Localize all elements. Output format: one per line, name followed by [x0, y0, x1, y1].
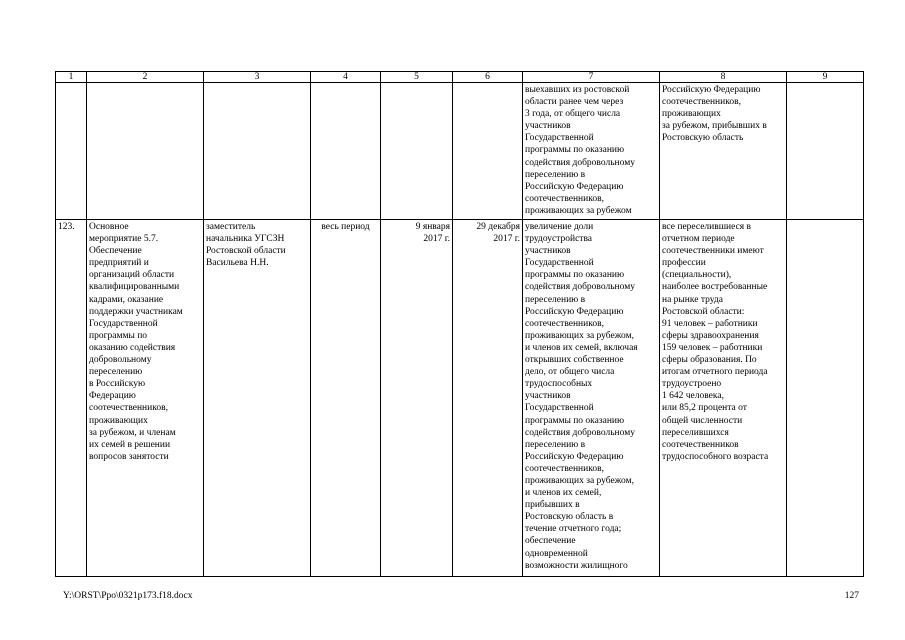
cell-start: 9 января 2017 г.: [381, 220, 453, 577]
continuation-row: [56, 83, 864, 220]
cell-number: 123.: [56, 220, 87, 577]
cell-actual-result: Российскую Федерацию соотечественников, проживающих за рубежом, прибывших в Ростовскую область: [660, 83, 787, 220]
cell-actual-result: все переселившиеся в отчетном периоде соотечественники имеют профессии (специальности), наиболее востребованные на рынке труда Ростовской области: 91 человек – работники сферы здравоохранения 159 человек – работники сферы образования. По итогам отчетного периода трудоустроено 1 642 человека, или 85,2 процента от общей численности переселившихся соотечественников трудоспособного возраста: [660, 220, 787, 577]
document-path: Y:\ORST\Ppo\0321p173.f18.docx: [63, 591, 193, 601]
column-number: 2: [87, 72, 204, 83]
cell-end: 29 декабря 2017 г.: [453, 220, 523, 577]
cell-notes: [787, 220, 864, 577]
cell-event: [87, 83, 204, 220]
page-number: 127: [844, 591, 859, 601]
column-number: 3: [204, 72, 311, 83]
column-number: 7: [523, 72, 660, 83]
column-number: 4: [311, 72, 381, 83]
cell-executor: [204, 83, 311, 220]
cell-end: [453, 83, 523, 220]
cell-period: [311, 83, 381, 220]
column-number: 6: [453, 72, 523, 83]
column-number: 5: [381, 72, 453, 83]
report-table: [55, 71, 864, 577]
table-row-123: [56, 220, 864, 577]
column-number: 9: [787, 72, 864, 83]
column-number: 8: [660, 72, 787, 83]
cell-expected-result: увеличение доли трудоустройства участников Государственной программы по оказанию содействия добровольному переселению в Российскую Федерацию соотечественников, проживающих за рубежом, и членов их семей, включая открывших собственное дело, от общего числа трудоспособных участников Государственной программы по оказанию содействия добровольному переселению в Российскую Федерацию соотечественников, проживающих за рубежом, и членов их семей, прибывших в Ростовскую область в течение отчетного года; обеспечение одновременной возможности жилищного: [523, 220, 660, 577]
cell-executor: заместитель начальника УГСЗН Ростовской области Васильева Н.Н.: [204, 220, 311, 577]
cell-number: [56, 83, 87, 220]
cell-expected-result: выехавших из ростовской области ранее чем через 3 года, от общего числа участников Государственной программы по оказанию содействия добровольному переселению в Российскую Федерацию соотечественников, проживающих за рубежом: [523, 83, 660, 220]
column-number-row: [56, 72, 864, 83]
column-number: 1: [56, 72, 87, 83]
cell-event: Основное мероприятие 5.7. Обеспечение предприятий и организаций области квалифицированными кадрами, оказание поддержки участникам Государственной программы по оказанию содействия добровольному переселению в Российскую Федерацию соотечественников, проживающих за рубежом, и членам их семей в решении вопросов занятости: [87, 220, 204, 577]
cell-period: весь период: [311, 220, 381, 577]
cell-notes: [787, 83, 864, 220]
cell-start: [381, 83, 453, 220]
